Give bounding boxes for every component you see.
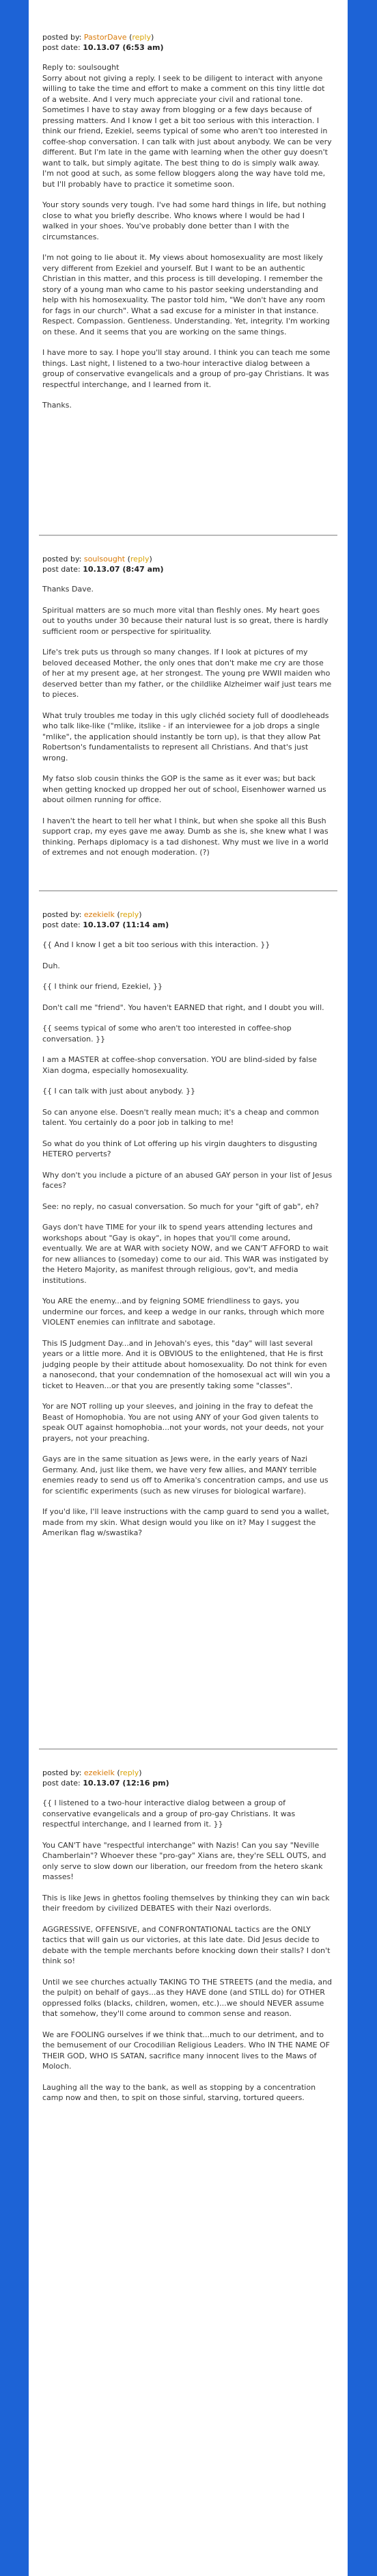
- post-date: 10.13.07 (6:53 am): [83, 43, 164, 52]
- post-paragraph: I'm not going to lie about it. My views about homosexuality are most likely very different from Ezekiel and yourself. But I want to be an authentic Christian in this matter, and this process is till developing. I remember the story of a young man who came to his pastor seeking understanding and help with his homosexuality. The pastor told him, "We don't have any room for fags in our church". What a sad excuse for a minister in that instance. Respect. Compassion. Gentleness. Understanding. Yet, integrity. I'm working on these. And it seems that you are working on the same things.: [42, 253, 330, 336]
- page: [29, 0, 348, 2576]
- post-paragraph: You ARE the enemy...and by feigning SOME friendliness to gays, you undermine our forces, and keep a wedge in our ranks, through which more VIOLENT enemies can infiltrate and sabotage.: [42, 1297, 324, 1327]
- post-paragraph: I have more to say. I hope you'll stay around. I think you can teach me some things. Last night, I listened to a two-hour interactive dialog between a group of conservative evangelicals and a group of pro-gay Christians. It was respectful interchange, and I learned from it.: [42, 348, 331, 389]
- post-paragraph: This IS Judgment Day...and in Jehovah's eyes, this "day" will last several years or a little more. And it is OBVIOUS to the enlightened, that He is first judging people by their attitude about homosexuality. Do not think for even a nanosecond, that your condemnation of the homosexual act will win you a ticket to Heaven...or that you are presently taking some "classes".: [42, 1338, 331, 1390]
- post-divider: [39, 890, 337, 892]
- post-date: 10.13.07 (11:14 am): [83, 920, 169, 929]
- post-paragraph: Gays don't have TIME for your ilk to spend years attending lectures and workshops about "Gay is okay", in hopes that you'll come around, eventually. We are at WAR with society NOW, and we CAN'T AFFORD to wait for new alliances to (someday) come to our aid. This WAR was instigated by the Hetero Majority, as manifest through religious, gov't, and media institutions.: [42, 1223, 329, 1285]
- reply-link[interactable]: reply: [132, 33, 151, 42]
- post-paragraph: I haven't the heart to tell her what I think, but when she spoke all this Bush support crap, my eyes gave me away. Dumb as she is, she knew what I was thinking. Perhaps diplomacy is a tad dishonest. Why must we live in a world of extremes and not enough moderation. (?): [42, 816, 329, 857]
- post-date-label: post date:: [42, 920, 81, 929]
- posted-by-label: posted by:: [42, 555, 82, 563]
- post-author-link[interactable]: ezekielk: [83, 910, 115, 919]
- post-paragraph: Until we see churches actually TAKING TO THE STREETS (and the media, and the pulpit) on behalf of gays...as they HAVE done (and STILL do) for OTHER oppressed folks (blacks, children, women, etc.)...we should NEVER assume that somehow, they'll come around to common sense and reason.: [42, 1977, 333, 2018]
- post-date: 10.13.07 (12:16 pm): [83, 1779, 169, 1788]
- post-divider: [39, 1749, 337, 1750]
- posted-by-label: posted by:: [42, 33, 82, 42]
- comment-post: [42, 909, 333, 1549]
- post-paragraph: My fatso slob cousin thinks the GOP is the same as it ever was; but back when getting knocked up dropped her out of school, Eisenhower warned us about oilmen running for office.: [42, 774, 326, 804]
- reply-link[interactable]: reply: [120, 1768, 139, 1777]
- post-paragraph: Reply to: soulsought Sorry about not giving a reply. I seek to be diligent to interact with anyone willing to take the time and effort to make a comment on this tiny little dot of a website. And I very much appreciate your civil and rational tone. Sometimes I have to stay away from blogging or a few days because of pressing matters. And I know I get a bit too serious with this interaction. I think our friend, Ezekiel, seems typical of some who aren't too interested in coffee-shop conversation. I can talk with just about anybody. We can be very different. But I'm late in the game with learning when the other guy doesn't want to talk, but simply agitate. The best thing to do is simply walk away. I'm not good at such, as some fellow bloggers along the way have told me, but I'll probably have to practice it sometime soon.: [42, 63, 332, 189]
- post-author-link[interactable]: PastorDave: [83, 33, 127, 42]
- post-paragraph: Gays are in the same situation as Jews were, in the early years of Nazi Germany. And, just like them, we have very few allies, and MANY terrible enemies ready to send us off to Amerika's concentration camps, and use us for scientific experiments (such as new viruses for biological warfare).: [42, 1455, 329, 1496]
- post-date-line: [42, 564, 333, 574]
- posted-by-label: posted by:: [42, 1768, 82, 1777]
- post-paragraph: Life's trek puts us through so many changes. If I look at pictures of my beloved deceased Mother, the only ones that don't make me cry are those of her at my present age, at her strongest. The young pre WWII maiden who deserved better than my father, or the childlike Alzheimer waif just tears me to pieces.: [42, 648, 332, 699]
- post-date-line: [42, 1778, 333, 1788]
- post-date-line: [42, 42, 333, 53]
- post-paragraph: You CAN'T have "respectful interchange" with Nazis! Can you say "Neville Chamberlain"? Whoever these "pro-gay" Xians are, they're SELL OUTS, and only serve to slow down our liberation, our freedom from the hetero skank masses!: [42, 1840, 326, 1881]
- post-paragraph: {{ I listened to a two-hour interactive dialog between a group of conservative evangelicals and a group of pro-gay Christians. It was respectful interchange, and I learned from it. }}: [42, 1798, 296, 1829]
- post-paragraph: So can anyone else. Doesn't really mean much; it's a cheap and common talent. You certainly do a poor job in talking to me!: [42, 1107, 319, 1127]
- post-author-link[interactable]: ezekielk: [83, 1768, 115, 1777]
- post-divider: [39, 535, 337, 536]
- post-paragraph: We are FOOLING ourselves if we think that...much to our detriment, and to the bemusement of our Crocodilian Religious Leaders. Who IN THE NAME OF THEIR GOD, WHO IS SATAN, sacrifice many innocent lives to the Maws of Moloch.: [42, 2030, 330, 2071]
- post-paragraph: See: no reply, no casual conversation. So much for your "gift of gab", eh?: [42, 1201, 319, 1211]
- post-paragraph: {{ I think our friend, Ezekiel, }}: [42, 982, 163, 991]
- post-author-line: posted by: ezekielk (reply): [42, 910, 142, 919]
- post-paragraph: {{ And I know I get a bit too serious with this interaction. }}: [42, 940, 270, 949]
- post-date-label: post date:: [42, 565, 81, 574]
- post-paragraph: Duh.: [42, 961, 60, 970]
- post-date-label: post date:: [42, 43, 81, 52]
- post-paragraph: So what do you think of Lot offering up his virgin daughters to disgusting HETERO perverts?: [42, 1139, 318, 1158]
- post-paragraph: Yor are NOT rolling up your sleeves, and joining in the fray to defeat the Beast of Homophobia. You are not using ANY of your God given talents to speak OUT against homophobia...not your words, not your deeds, not your prayers, not your preaching.: [42, 1402, 324, 1443]
- post-paragraph: I am a MASTER at coffee-shop conversation. YOU are blind-sided by false Xian dogma, especially homosexuality.: [42, 1055, 317, 1075]
- post-date-label: post date:: [42, 1779, 81, 1788]
- post-author-line: posted by: ezekielk (reply): [42, 1768, 142, 1777]
- reply-link[interactable]: reply: [120, 910, 139, 919]
- post-paragraph: If you'd like, I'll leave instructions with the camp guard to send you a wallet, made from my skin. What design would you like on it? May I suggest the Amerikan flag w/swastika?: [42, 1507, 330, 1537]
- post-date: 10.13.07 (8:47 am): [83, 565, 164, 574]
- post-paragraph: Don't call me "friend". You haven't EARNED that right, and I doubt you will.: [42, 1002, 324, 1012]
- post-paragraph: {{ seems typical of some who aren't too interested in coffee-shop conversation. }}: [42, 1024, 292, 1044]
- post-paragraph: This is like Jews in ghettos fooling themselves by thinking they can win back their freedom by civilized DEBATES with their Nazi overlords.: [42, 1893, 330, 1913]
- comment-post: [42, 32, 333, 421]
- post-paragraph: What truly troubles me today in this ugly clichéd society full of doodleheads who talk like-like ("mlike, itslike - if an interviewee for a job drops a single "mlike", the application should instantly be torn up), is that they allow Pat Robertson's fundamentalists to represent all Christians. And that's just wrong.: [42, 711, 329, 762]
- post-paragraph: Laughing all the way to the bank, as well as stopping by a concentration camp now and then, to spit on those sinful, starving, tortured queers.: [42, 2082, 316, 2102]
- post-paragraph: Thanks.: [42, 401, 72, 410]
- comment-post: [42, 554, 333, 868]
- posted-by-label: posted by:: [42, 910, 82, 919]
- post-author-line: posted by: PastorDave (reply): [42, 33, 154, 42]
- reply-link[interactable]: reply: [130, 555, 150, 563]
- post-author-link[interactable]: soulsought: [83, 555, 126, 563]
- post-paragraph: Your story sounds very tough. I've had some hard things in life, but nothing close to what you briefly describe. Who knows where I would be had I walked in your shoes. You've probably done better than I with the circumstances.: [42, 200, 326, 241]
- comment-post: [42, 1768, 333, 2114]
- post-date-line: [42, 920, 333, 930]
- post-author-line: posted by: soulsought (reply): [42, 555, 152, 563]
- post-paragraph: Spiritual matters are so much more vital than fleshly ones. My heart goes out to youths under 30 because their natural lust is so great, there is hardly sufficient room or perspective for spirituality.: [42, 605, 329, 636]
- post-paragraph: {{ I can talk with just about anybody. }}: [42, 1087, 195, 1096]
- post-paragraph: AGGRESSIVE, OFFENSIVE, and CONFRONTATIONAL tactics are the ONLY tactics that will gain us our victories, at this late date. Did Jesus decide to debate with the temple merchants before knocking down their stalls? I don't think so!: [42, 1924, 331, 1965]
- post-paragraph: Why don't you include a picture of an abused GAY person in your list of Jesus faces?: [42, 1170, 333, 1190]
- post-paragraph: Thanks Dave.: [42, 585, 94, 594]
